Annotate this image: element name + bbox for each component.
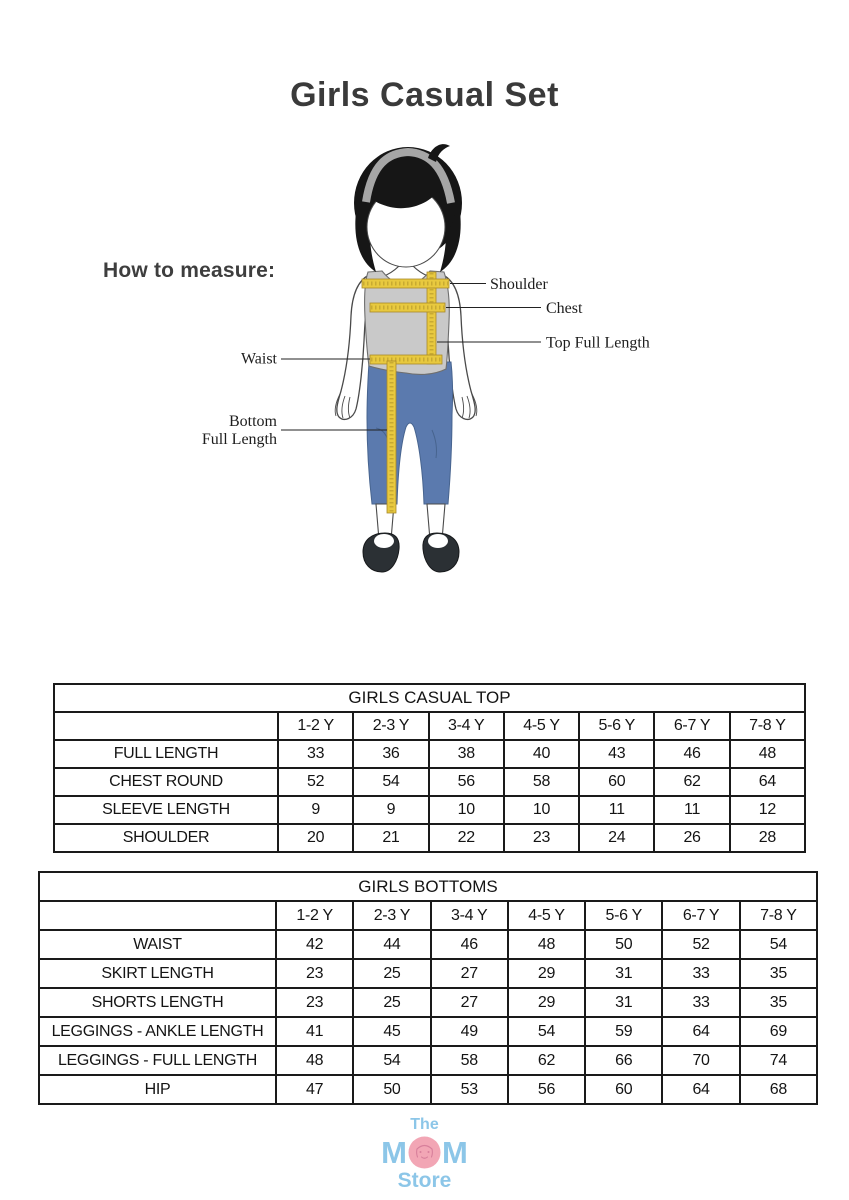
size-column-header: 2-3 Y	[353, 712, 428, 740]
cell-value: 46	[431, 930, 508, 959]
size-column-header: 4-5 Y	[504, 712, 579, 740]
label-shoulder: Shoulder	[490, 276, 548, 293]
cell-value: 54	[508, 1017, 585, 1046]
cell-value: 31	[585, 959, 662, 988]
cell-value: 23	[276, 988, 353, 1017]
cell-value: 69	[740, 1017, 817, 1046]
cell-value: 58	[431, 1046, 508, 1075]
label-top-full-length: Top Full Length	[546, 334, 650, 352]
table-title: GIRLS BOTTOMS	[39, 872, 817, 901]
row-label: LEGGINGS - ANKLE LENGTH	[39, 1017, 276, 1046]
cell-value: 52	[278, 768, 353, 796]
cell-value: 28	[730, 824, 805, 852]
cell-value: 23	[276, 959, 353, 988]
cell-value: 42	[276, 930, 353, 959]
logo-store-text: Store	[397, 1169, 452, 1193]
cell-value: 66	[585, 1046, 662, 1075]
cell-value: 29	[508, 988, 585, 1017]
cell-value: 11	[654, 796, 729, 824]
table-row	[54, 740, 805, 768]
girls-casual-top-table	[53, 683, 806, 853]
cell-value: 47	[276, 1075, 353, 1104]
cell-value: 38	[429, 740, 504, 768]
cell-value: 54	[740, 930, 817, 959]
cell-value: 35	[740, 988, 817, 1017]
cell-value: 33	[662, 959, 739, 988]
cell-value: 54	[353, 768, 428, 796]
size-column-header: 1-2 Y	[276, 901, 353, 930]
logo-m-left: M	[381, 1134, 407, 1170]
brand-logo	[0, 1116, 849, 1192]
cell-value: 53	[431, 1075, 508, 1104]
row-label: WAIST	[39, 930, 276, 959]
size-column-header: 4-5 Y	[508, 901, 585, 930]
corner-cell	[54, 712, 278, 740]
size-column-header: 1-2 Y	[278, 712, 353, 740]
size-column-header: 3-4 Y	[429, 712, 504, 740]
table-row	[39, 930, 817, 959]
cell-value: 24	[579, 824, 654, 852]
row-label: SKIRT LENGTH	[39, 959, 276, 988]
cell-value: 27	[431, 959, 508, 988]
cell-value: 41	[276, 1017, 353, 1046]
table-row	[54, 796, 805, 824]
row-label: SLEEVE LENGTH	[54, 796, 278, 824]
cell-value: 50	[353, 1075, 430, 1104]
table-row	[54, 824, 805, 852]
cell-value: 25	[353, 988, 430, 1017]
row-label: LEGGINGS - FULL LENGTH	[39, 1046, 276, 1075]
size-column-header: 2-3 Y	[353, 901, 430, 930]
cell-value: 33	[278, 740, 353, 768]
cell-value: 29	[508, 959, 585, 988]
logo-mom-face-icon	[408, 1136, 441, 1169]
table-row	[39, 1017, 817, 1046]
cell-value: 52	[662, 930, 739, 959]
label-bottom-full-length-line1: Bottom	[228, 413, 277, 430]
cell-value: 64	[662, 1075, 739, 1104]
figure-shoes	[363, 533, 459, 572]
label-waist: Waist	[240, 350, 277, 368]
cell-value: 22	[429, 824, 504, 852]
cell-value: 27	[431, 988, 508, 1017]
logo-m-right: M	[442, 1134, 468, 1170]
table-row	[39, 959, 817, 988]
cell-value: 12	[730, 796, 805, 824]
cell-value: 56	[508, 1075, 585, 1104]
cell-value: 59	[585, 1017, 662, 1046]
row-label: SHORTS LENGTH	[39, 988, 276, 1017]
size-column-header: 3-4 Y	[431, 901, 508, 930]
cell-value: 26	[654, 824, 729, 852]
size-column-header: 7-8 Y	[730, 712, 805, 740]
cell-value: 58	[504, 768, 579, 796]
table-row	[54, 768, 805, 796]
table-row	[39, 1075, 817, 1104]
corner-cell	[39, 901, 276, 930]
size-column-header: 7-8 Y	[740, 901, 817, 930]
cell-value: 10	[429, 796, 504, 824]
size-column-header: 6-7 Y	[654, 712, 729, 740]
cell-value: 40	[504, 740, 579, 768]
size-column-header: 5-6 Y	[585, 901, 662, 930]
page-title: Girls Casual Set	[290, 76, 559, 114]
cell-value: 56	[429, 768, 504, 796]
figure-head	[354, 144, 462, 272]
cell-value: 74	[740, 1046, 817, 1075]
cell-value: 46	[654, 740, 729, 768]
table-title: GIRLS CASUAL TOP	[54, 684, 805, 712]
measurement-illustration	[180, 140, 700, 600]
logo-mom-row	[0, 1134, 849, 1170]
cell-value: 48	[276, 1046, 353, 1075]
size-column-header: 5-6 Y	[579, 712, 654, 740]
table-row	[39, 988, 817, 1017]
cell-value: 43	[579, 740, 654, 768]
cell-value: 23	[504, 824, 579, 852]
how-to-measure-label: How to measure:	[103, 259, 276, 282]
figure-pants	[367, 362, 453, 504]
table-row	[39, 1046, 817, 1075]
cell-value: 48	[508, 930, 585, 959]
cell-value: 35	[740, 959, 817, 988]
row-label: CHEST ROUND	[54, 768, 278, 796]
cell-value: 68	[740, 1075, 817, 1104]
cell-value: 45	[353, 1017, 430, 1046]
cell-value: 48	[730, 740, 805, 768]
cell-value: 60	[579, 768, 654, 796]
cell-value: 36	[353, 740, 428, 768]
cell-value: 11	[579, 796, 654, 824]
row-label: SHOULDER	[54, 824, 278, 852]
cell-value: 62	[508, 1046, 585, 1075]
cell-value: 70	[662, 1046, 739, 1075]
size-column-header: 6-7 Y	[662, 901, 739, 930]
cell-value: 33	[662, 988, 739, 1017]
cell-value: 64	[730, 768, 805, 796]
cell-value: 20	[278, 824, 353, 852]
cell-value: 64	[662, 1017, 739, 1046]
row-label: HIP	[39, 1075, 276, 1104]
cell-value: 9	[353, 796, 428, 824]
label-chest: Chest	[546, 300, 583, 317]
cell-value: 49	[431, 1017, 508, 1046]
cell-value: 10	[504, 796, 579, 824]
cell-value: 50	[585, 930, 662, 959]
cell-value: 31	[585, 988, 662, 1017]
girls-bottoms-table	[38, 871, 818, 1105]
cell-value: 44	[353, 930, 430, 959]
logo-the-text: The	[410, 1116, 439, 1133]
row-label: FULL LENGTH	[54, 740, 278, 768]
cell-value: 9	[278, 796, 353, 824]
cell-value: 62	[654, 768, 729, 796]
cell-value: 25	[353, 959, 430, 988]
cell-value: 60	[585, 1075, 662, 1104]
label-bottom-full-length-line2: Full Length	[201, 431, 277, 448]
cell-value: 54	[353, 1046, 430, 1075]
cell-value: 21	[353, 824, 428, 852]
